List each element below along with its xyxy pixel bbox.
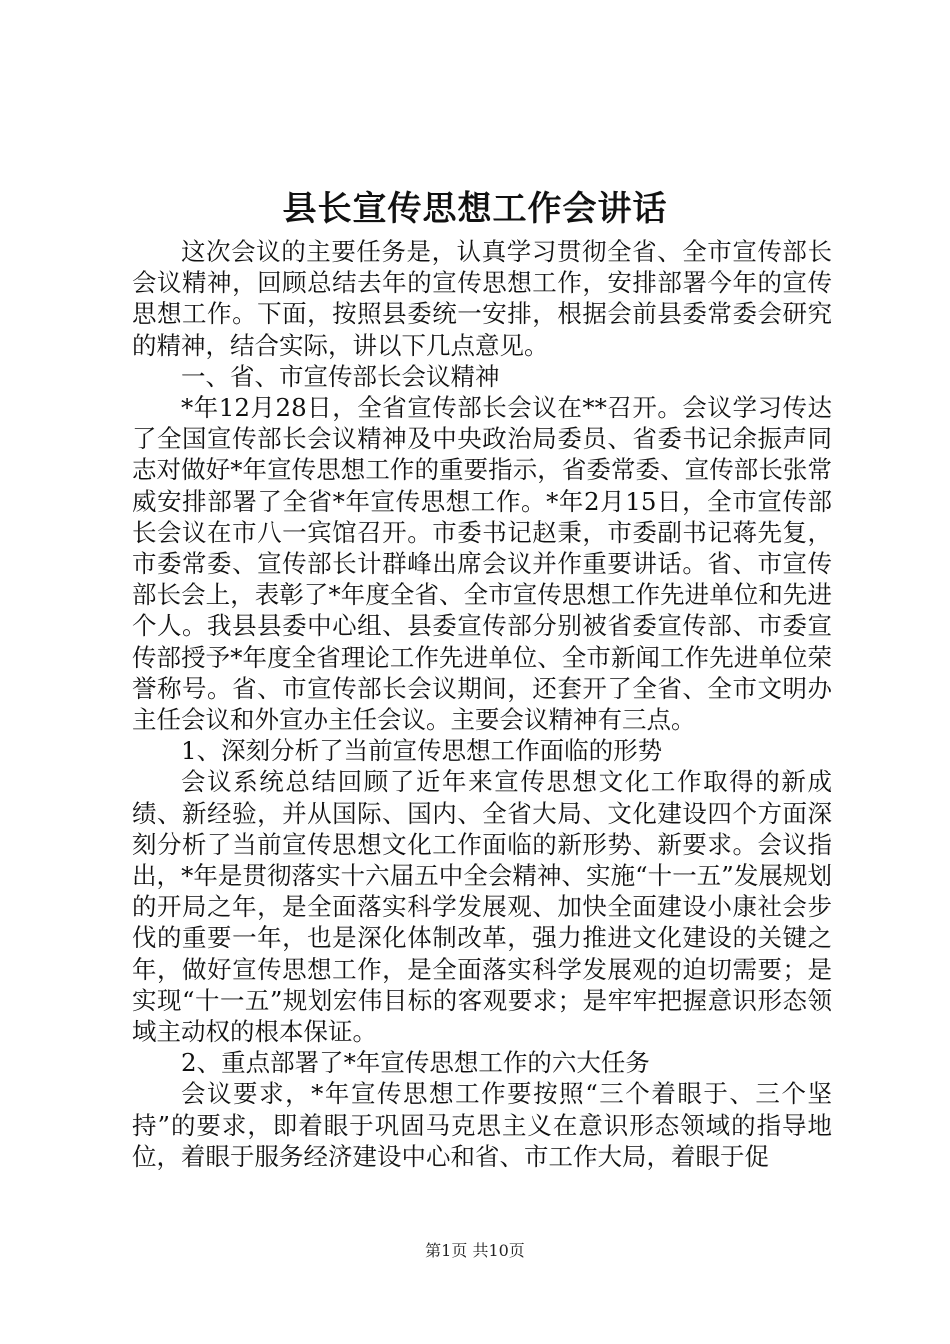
- subheading-1: 1、深刻分析了当前宣传思想工作面临的形势: [181, 736, 663, 766]
- subheading-2: 2、重点部署了*年宣传思想工作的六大任务: [181, 1048, 650, 1078]
- document-body: [132, 236, 832, 1172]
- paragraph-meeting-summary: *年12月28日，全省宣传部长会议在**召开。会议学习传达了全国宣传部长会议精神及中央政治局委员、省委书记余振声同志对做好*年宣传思想工作的重要指示，省委常委、宣传部长张常威安排部署了全省*年宣传思想工作。*年2月15日，全市宣传部长会议在市八一宾馆召开。市委书记赵秉，市委副书记蒋先复，市委常委、宣传部长计群峰出席会议并作重要讲话。省、市宣传部长会上，表彰了*年度全省、全市宣传思想工作先进单位和先进个人。我县县委中心组、县委宣传部分别被省委宣传部、市委宣传部授予*年度全省理论工作先进单位、全市新闻工作先进单位荣誉称号。省、市宣传部长会议期间，还套开了全省、全市文明办主任会议和外宣办主任会议。主要会议精神有三点。: [132, 393, 832, 735]
- page-number-footer: 第1页 共10页: [425, 1241, 525, 1260]
- section-heading-1: 一、省、市宣传部长会议精神: [181, 361, 500, 391]
- paragraph-situation-analysis: 会议系统总结回顾了近年来宣传思想文化工作取得的新成绩、新经验，并从国际、国内、全省大局、文化建设四个方面深刻分析了当前宣传思想文化工作面临的新形势、新要求。会议指出，*年是贯彻落实十六届五中全会精神、实施“十一五”发展规划的开局之年，是全面落实科学发展观、加快全面建设小康社会步伐的重要一年，也是深化体制改革，强力推进文化建设的关键之年，做好宣传思想工作，是全面落实科学发展观的迫切需要；是实现“十一五”规划宏伟目标的客观要求；是牢牢把握意识形态领域主动权的根本保证。: [132, 767, 832, 1047]
- paragraph-six-tasks: 会议要求，*年宣传思想工作要按照“三个着眼于、三个坚持”的要求，即着眼于巩固马克思主义在意识形态领域的指导地位，着眼于服务经济建设中心和省、市工作大局，着眼于促: [132, 1079, 832, 1171]
- page-title: 县长宣传思想工作会讲话: [282, 189, 668, 229]
- paragraph-intro: 这次会议的主要任务是，认真学习贯彻全省、全市宣传部长会议精神，回顾总结去年的宣传思想工作，安排部署今年的宣传思想工作。下面，按照县委统一安排，根据会前县委常委会研究的精神，结合实际，讲以下几点意见。: [132, 237, 832, 360]
